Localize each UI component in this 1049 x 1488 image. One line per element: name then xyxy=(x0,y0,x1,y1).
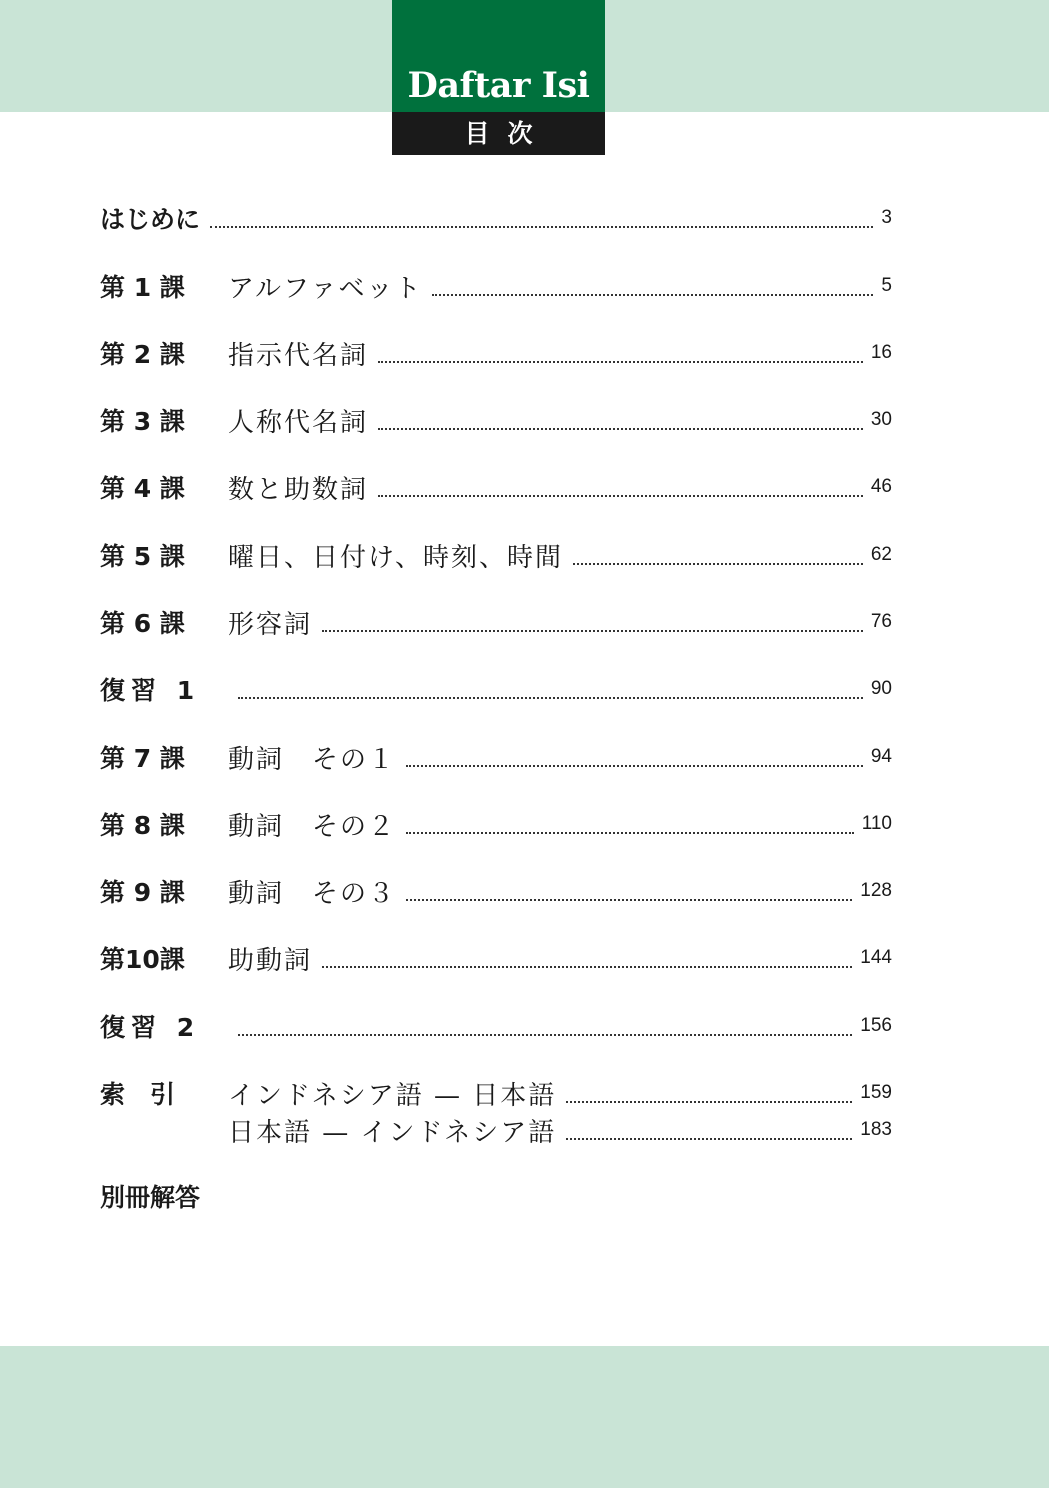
toc-label: 第 3 課 xyxy=(100,407,185,436)
toc-entry-review-2[interactable] xyxy=(100,1006,892,1046)
page-number: 5 xyxy=(881,275,892,296)
toc-entry-index-id-jp[interactable] xyxy=(100,1073,892,1113)
toc-label: 第 9 課 xyxy=(100,878,185,907)
dot-leader xyxy=(573,563,863,565)
footer-band xyxy=(0,1346,1049,1488)
page-number: 3 xyxy=(881,207,892,228)
dot-leader xyxy=(432,294,873,296)
dot-leader xyxy=(238,1034,852,1036)
toc-title: 人称代名詞 xyxy=(228,407,369,438)
page-number: 144 xyxy=(860,947,892,968)
toc-label: 第10課 xyxy=(100,945,185,974)
page-title: Daftar Isi xyxy=(407,65,590,106)
page-number: 156 xyxy=(860,1015,892,1036)
toc-label: 復習 1 xyxy=(100,676,201,705)
dot-leader xyxy=(238,697,863,699)
toc-label: 第 5 課 xyxy=(100,542,185,571)
toc-entry-lesson-6[interactable] xyxy=(100,602,892,642)
toc-label: 第 8 課 xyxy=(100,811,185,840)
toc-entry-lesson-7[interactable] xyxy=(100,737,892,777)
toc-title: 動詞 その２ xyxy=(228,811,397,842)
dot-leader xyxy=(566,1138,852,1140)
toc-entry-lesson-9[interactable] xyxy=(100,871,892,911)
toc-label: はじめに xyxy=(100,205,201,234)
toc-label: 第 2 課 xyxy=(100,340,185,369)
dot-leader xyxy=(378,495,863,497)
toc-entry-lesson-8[interactable] xyxy=(100,804,892,844)
page-number: 94 xyxy=(870,746,892,767)
toc-label: 第 7 課 xyxy=(100,744,185,773)
page-number: 16 xyxy=(870,342,892,363)
toc-entry-preface[interactable] xyxy=(100,198,892,238)
toc-title: 曜日、日付け、時刻、時間 xyxy=(228,542,563,573)
toc-title: 動詞 その３ xyxy=(228,878,397,909)
dot-leader xyxy=(406,765,863,767)
toc-entry-lesson-3[interactable] xyxy=(100,400,892,440)
toc-entry-lesson-5[interactable] xyxy=(100,535,892,575)
page-subtitle: 目次 xyxy=(464,119,551,148)
toc-title: 動詞 その１ xyxy=(228,744,397,775)
dot-leader xyxy=(322,630,863,632)
page-number: 30 xyxy=(870,409,892,430)
page-number: 128 xyxy=(860,880,892,901)
toc-title: インドネシア語 — 日本語 xyxy=(228,1080,557,1111)
dot-leader xyxy=(378,361,863,363)
toc-entry-lesson-2[interactable] xyxy=(100,333,892,373)
page-number: 62 xyxy=(870,544,892,565)
toc-entry-review-1[interactable] xyxy=(100,669,892,709)
toc-entry-lesson-1[interactable] xyxy=(100,266,892,306)
dot-leader xyxy=(406,899,852,901)
dot-leader xyxy=(322,966,852,968)
toc-title: 日本語 — インドネシア語 xyxy=(228,1117,557,1148)
page-number: 159 xyxy=(860,1082,892,1103)
toc-title: 助動詞 xyxy=(228,945,313,976)
toc-title: アルファベット xyxy=(228,273,423,304)
page-number: 90 xyxy=(870,678,892,699)
toc-label: 第 6 課 xyxy=(100,609,185,638)
toc-label: 第 1 課 xyxy=(100,273,185,302)
dot-leader xyxy=(406,832,854,834)
toc-title: 形容詞 xyxy=(228,609,313,640)
appendix-label[interactable]: 別冊解答 xyxy=(100,1183,201,1212)
page-number: 46 xyxy=(870,476,892,497)
dot-leader xyxy=(378,428,863,430)
toc-label: 索 引 xyxy=(100,1080,176,1109)
toc-entry-lesson-4[interactable] xyxy=(100,467,892,507)
toc-label: 第 4 課 xyxy=(100,474,185,503)
dot-leader xyxy=(566,1101,852,1103)
dot-leader xyxy=(210,226,873,228)
toc-label: 復習 2 xyxy=(100,1013,201,1042)
toc-entry-index-jp-id[interactable] xyxy=(228,1110,892,1150)
page-number: 76 xyxy=(870,611,892,632)
page-number: 183 xyxy=(860,1119,892,1140)
toc-entry-lesson-10[interactable] xyxy=(100,938,892,978)
toc-title: 数と助数詞 xyxy=(228,474,369,505)
toc-title: 指示代名詞 xyxy=(228,340,369,371)
page-number: 110 xyxy=(861,813,892,834)
